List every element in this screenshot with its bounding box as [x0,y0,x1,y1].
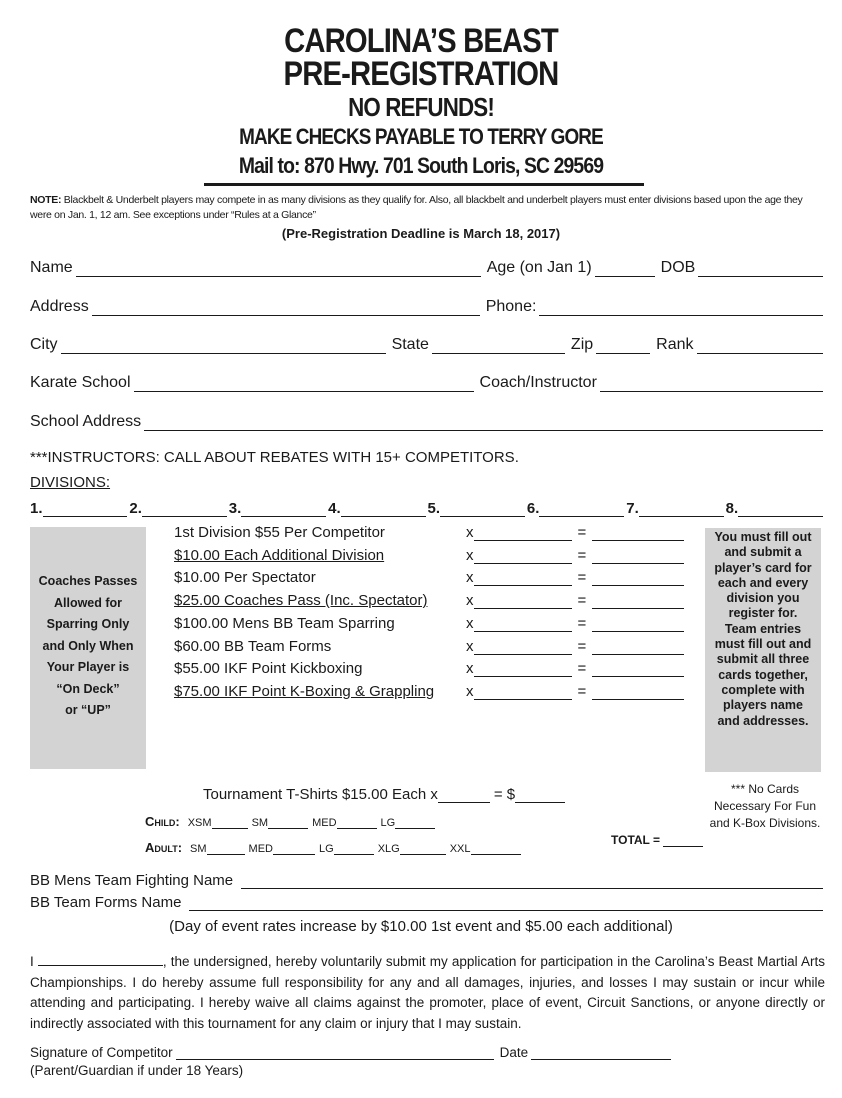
note-label: NOTE: [30,194,62,206]
no-cards-line: and K-Box Divisions. [709,816,821,830]
equals-sign: = [577,569,587,586]
division-item [30,500,129,517]
child-xsm-field[interactable] [212,818,248,829]
division-field-8[interactable] [738,502,823,517]
division-field-3[interactable] [241,502,326,517]
times-sign: x [466,569,474,586]
division-number: 8. [725,500,739,517]
team-fighting-field[interactable] [241,872,823,889]
total-label: TOTAL = [611,833,661,847]
division-number: 7. [626,500,639,517]
tshirt-quantity-field[interactable] [438,790,490,803]
equals-sign: = [577,547,587,564]
row-school [30,370,823,392]
amount-field[interactable] [592,596,684,609]
signature-field[interactable] [176,1043,494,1060]
amount-field[interactable] [592,664,684,677]
size-label: XLG [377,843,400,855]
no-refunds: NO REFUNDS! [348,92,494,122]
adult-xxl-field[interactable] [471,844,521,855]
title-line-1: CAROLINA’S BEAST [284,22,558,60]
team-forms-label: BB Team Forms Name [30,894,182,911]
division-item [129,500,228,517]
note-text [30,193,820,223]
division-item [527,500,626,517]
school-address-field[interactable] [144,414,823,431]
team-fighting-label: BB Mens Team Fighting Name [30,872,234,889]
no-cards-note [695,781,835,832]
equals-sign: = [577,660,587,677]
guardian-note: (Parent/Guardian if under 18 Years) [30,1063,244,1078]
city-label: City [30,336,58,353]
price-item: $55.00 IKF Point Kickboxing [174,660,363,677]
age-label: Age (on Jan 1) [486,259,592,276]
price-item: $75.00 IKF Point K-Boxing & Grappling [174,683,435,700]
row-address [30,294,823,316]
karate-school-label: Karate School [30,374,131,391]
times-sign: x [466,615,474,632]
cards-box-line: register for. [728,606,798,621]
quantity-field[interactable] [474,687,572,700]
size-label: LG [380,817,396,829]
quantity-field[interactable] [474,596,572,609]
price-calc-row [466,569,684,586]
cards-box-line: division you [726,591,800,606]
address-label: Address [30,298,89,315]
rank-label: Rank [656,336,694,353]
tshirt-equals: = $ [493,786,516,803]
equals-sign: = [577,615,587,632]
waiver-prefix: I [30,954,34,969]
row-name [30,255,823,277]
coach-label: Coach/Instructor [479,374,597,391]
cards-box-line: must fill out and [714,637,812,652]
equals-sign: = [577,524,587,541]
checks-payable: MAKE CHECKS PAYABLE TO TERRY GORE [239,124,603,149]
quantity-field[interactable] [474,551,572,564]
price-calc-row [466,638,684,655]
times-sign: x [466,683,474,700]
coaches-box-line: or “UP” [65,703,111,717]
amount-field[interactable] [592,528,684,541]
divisions-heading: DIVISIONS: [30,474,111,491]
amount-field[interactable] [592,551,684,564]
state-field[interactable] [432,337,565,354]
price-item: 1st Division $55 Per Competitor [174,524,385,541]
times-sign: x [466,592,474,609]
date-field[interactable] [531,1043,671,1060]
amount-field[interactable] [592,573,684,586]
times-sign: x [466,660,474,677]
day-of-event-rates: (Day of event rates increase by $10.00 1st event and $5.00 each additional) [169,918,673,935]
state-label: State [391,336,429,353]
team-fighting-row [30,872,823,889]
coaches-box-line: Sparring Only [46,617,130,631]
tshirt-row [203,786,571,803]
equals-sign: = [577,592,587,609]
adult-sizes-row [145,840,525,855]
price-item: $60.00 BB Team Forms [174,638,332,655]
division-number: 3. [228,500,242,517]
division-number: 6. [526,500,540,517]
child-med-field[interactable] [337,818,377,829]
rank-field[interactable] [697,337,823,354]
phone-label: Phone: [485,298,537,315]
title-line-2: PRE-REGISTRATION [283,55,559,93]
note-body: Blackbelt & Underbelt players may compete in as many divisions as they qualify for. Also, all blackbelt and underbelt players must enter divisions based upon the age they were on Jan. 1, 12 am. See exceptions under “Rules at a Glance” [30,194,803,221]
division-number: 2. [129,500,142,517]
school-address-label: School Address [30,413,142,430]
price-item: $10.00 Per Spectator [174,569,316,586]
division-item [229,500,328,517]
cards-box-line: Team entries [724,621,802,636]
cards-box-line: each and every [717,575,809,590]
name-label: Name [30,259,73,276]
size-label: XSM [187,817,212,829]
karate-school-field[interactable] [134,375,474,392]
dob-label: DOB [660,259,696,276]
amount-field[interactable] [592,642,684,655]
instructors-note: ***INSTRUCTORS: CALL ABOUT REBATES WITH 15+ COMPETITORS. [30,449,519,466]
size-label: MED [312,817,337,829]
cards-box-line: complete with [721,682,805,697]
adult-label: Adult: [145,840,183,855]
team-forms-field[interactable] [189,894,823,911]
size-label: MED [248,843,273,855]
coaches-box-line: and Only When [42,638,134,653]
price-calc-row [466,547,684,564]
division-item [726,500,825,517]
division-number: 1. [30,500,43,517]
coaches-box-line: Allowed for [53,595,123,610]
team-forms-row [30,894,823,911]
tshirt-label: Tournament T-Shirts $15.00 Each x [203,786,438,803]
division-item [626,500,725,517]
adult-lg-field[interactable] [334,844,374,855]
city-field[interactable] [61,337,386,354]
row-school-address [30,409,823,431]
phone-field[interactable] [539,299,823,316]
division-field-2[interactable] [142,502,227,517]
age-field[interactable] [595,260,655,277]
price-calc-row [466,683,684,700]
quantity-field[interactable] [474,573,572,586]
division-number: 4. [328,500,341,517]
size-label: LG [319,843,334,855]
quantity-field[interactable] [474,619,572,632]
header-divider [204,183,644,186]
amount-field[interactable] [592,619,684,632]
price-item: $100.00 Mens BB Team Sparring [174,615,395,632]
mail-to-address: Mail to: 870 Hwy. 701 South Loris, SC 29569 [238,153,604,178]
division-field-4[interactable] [341,502,426,517]
price-calc-row [466,660,684,677]
amount-field[interactable] [592,687,684,700]
cards-box-line: submit all three [716,652,810,667]
signature-row [30,1043,677,1060]
players-card-info-box [705,528,821,772]
cards-box-line: player’s card for [714,560,812,575]
cards-box-line: You must fill out [714,530,812,544]
coach-field[interactable] [600,375,823,392]
coaches-box-line: Your Player is [46,660,130,674]
no-cards-line: Necessary For Fun [713,799,817,813]
equals-sign: = [577,638,587,655]
tshirt-amount-field[interactable] [515,790,565,803]
waiver-body: , the undersigned, hereby voluntarily submit my application for participation in the Carolina’s Beast Martial Arts Championships. I do hereby assume full responsibility for any and all damages, injuries, and losses I may sustain or incur while attending and participating. I hereby waive all claims against the promoter, place of event, Circuit Sanctions, or anyone directly or indirectly associated with this tournament for any claim or injury that I may sustain. [30,954,825,1031]
cards-box-line: and addresses. [717,713,809,728]
total-row [611,833,709,847]
adult-med-field[interactable] [273,844,315,855]
adult-xlg-field[interactable] [400,844,446,855]
date-label: Date [499,1045,529,1060]
total-field[interactable] [663,836,703,847]
zip-label: Zip [570,336,594,353]
cards-box-line: cards together, [718,667,808,682]
zip-field[interactable] [596,337,650,354]
division-item [328,500,427,517]
dob-field[interactable] [698,260,823,277]
coaches-box-line: “On Deck” [56,681,120,696]
price-calc-row [466,592,684,609]
child-lg-field[interactable] [395,818,435,829]
division-field-5[interactable] [440,502,525,517]
coaches-pass-info-box [30,527,146,769]
division-field-1[interactable] [43,502,128,517]
address-field[interactable] [92,299,480,316]
child-sizes-row [145,814,439,829]
cards-box-line: and submit a [724,545,802,560]
quantity-field[interactable] [474,528,572,541]
price-item: $25.00 Coaches Pass (Inc. Spectator) [174,592,428,609]
price-calc-row [466,615,684,632]
times-sign: x [466,547,474,564]
row-city [30,332,823,354]
name-field[interactable] [76,260,481,277]
signature-label: Signature of Competitor [30,1045,173,1060]
deadline: (Pre-Registration Deadline is March 18, 2017) [281,226,561,241]
division-number: 5. [427,500,441,517]
times-sign: x [466,638,474,655]
coaches-box-line: Coaches Passes [38,574,138,588]
waiver-name-field[interactable] [38,953,163,966]
no-cards-line: *** No Cards [730,782,800,796]
price-calc-row [466,524,684,541]
size-label: XXL [449,843,471,855]
division-field-6[interactable] [539,502,624,517]
size-label: SM [251,817,269,829]
equals-sign: = [577,683,587,700]
division-item [428,500,527,517]
child-label: Child: [145,814,180,829]
size-label: SM [190,843,207,855]
adult-sm-field[interactable] [207,844,245,855]
waiver-text [30,952,825,1034]
division-field-7[interactable] [639,502,724,517]
division-list [30,500,825,517]
quantity-field[interactable] [474,642,572,655]
price-item: $10.00 Each Additional Division [174,547,385,564]
cards-box-line: players name [723,698,803,713]
quantity-field[interactable] [474,664,572,677]
child-sm-field[interactable] [268,818,308,829]
times-sign: x [466,524,474,541]
